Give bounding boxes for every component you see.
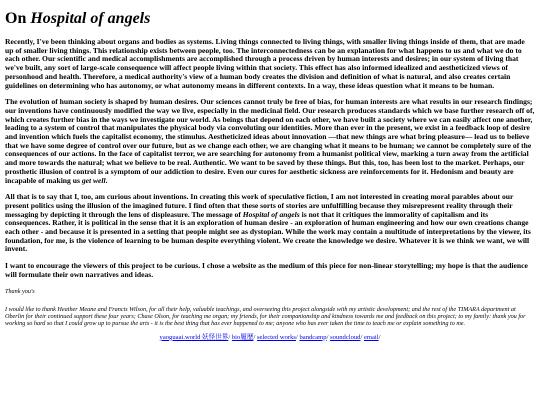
paragraph-3-after: is not that it critiques the immorality of capitalism and its consequences. Rather, it is political in the sense that it is an exploration of human desire - an exploration of human engineering and how our own creations change each other - and because it is presented in a setting that people might see as dystopian. While the work may contain a multitude of interpretations by the viewer, its foundation, for me, is the violence of learning to be human despite everything violent. We create the knowledge we desire. Whatever it is we think we want, we will invent. <box>5 209 531 254</box>
paragraph-1 <box>5 38 535 90</box>
footer-link-selected-works[interactable]: selected works <box>256 333 296 341</box>
footer-link-bandcamp[interactable]: bandcamp <box>299 333 327 341</box>
footer-link-email[interactable]: email <box>363 333 379 341</box>
paragraph-2-emphasis: get well <box>81 175 106 185</box>
paragraph-3-text: All that is to say that I, too, am curious about inventions. In creating this work of speculative fiction, I am not interested in creating moral parables about our present politics using the illusion of the imagined future. I find often that these sorts of stories are unfulfilling because they misrepresent reality through their messaging by depicting it through the lens of displeasure. The message of <box>5 192 514 219</box>
footer-separator: / <box>228 333 232 341</box>
paragraph-2-text: The evolution of human society is shaped by human desires. Our sciences cannot truly be free of bias, for human interests are what results in our research findings; our inventions have continuously modified the way we live, especially in the medicinal field. Our research produces standards which we base further research off of, which creates further bias in the ways we investigate our world. As beings that depend on each other, we have built a society where we can easily affect one another, leading to a system of control that manipulates the physical body via convoluting our identities. More than ever in the present, we exist in a feedback loop of desire and invention which fuels the capitalist economy, the stimulus. Aestheticized ideas about innovation —that new things are what bring pleasure— lead us to believe that we have some degree of control over our future, but as we change each other, we are changing what it means to be human; we cannot be completely sure of the consequences of our actions. In the face of capitalist terror, we are searching for autonomy from a humanist political view, marking a turn away from the artificial and more towards the natural; what we believe to be real. Authentic. We want to be saved by these things. But this, too, has been lost to the market. Perhaps, our prosthetic illusion of control is a symptom of our addiction to desire. Even our cures for aesthetic sickness are reinforcements for it. Hedonism and beauty are incapable of making us <box>5 97 535 185</box>
title-prefix: On <box>5 10 31 27</box>
paragraph-3-emphasis: Hospital of angels <box>242 209 300 219</box>
footer-separator: / <box>326 333 331 341</box>
title-emphasis: Hospital of angels <box>30 10 151 27</box>
footer-links <box>5 333 535 342</box>
acknowledgement-text: I would like to thank Heather Meane and Francis Wilson, for all their help, valuable teachings, and overseeing this project alongside with my artistic development; and the rest of the TIMARA department at Oberlin for their continued support these four years; Chase Olson, for teaching me organ; my friends, for their companionship and kindness towards me and feedback on this project; to my family: thank you for working so hard so that I could grow up to pursue the arts - it is the best thing that has ever happened to me; anyone who has ever taken the time to teach me or explain something to me. <box>5 305 526 328</box>
paragraph-2 <box>5 98 535 185</box>
footer-separator: / <box>253 333 257 341</box>
footer-link-home[interactable]: yaoguaai.world 妖怪世界 <box>159 333 229 341</box>
paragraph-4-text: I want to encourage the viewers of this project to be curious. I chose a website as the medium of this piece for non-linear storytelling; my hope is that the audience will formulate their own narratives and ideas. <box>5 261 528 279</box>
paragraph-1-text: Recently, I've been thinking about organs and bodies as systems. Living things connected to living things, with smaller living things inside of them, that are made up of smaller living things. This relationship exists between people, too. The interconnectedness can be an explanation for what happens to us and what we do to each other. Our scientific and medical accomplishments are accomplished through a process driven by human interests and desires; in our system of living that we've built, any sort of large-scale consequence will affect people living within that society. This effect has also informed idealized and aestheticized views of personhood and health. Therefore, a medical authority's view of a human body creates the division and definition of what is natural, and also creates certain guidelines on determining who has autonomy, or what autonomy means in different contexts. In a way, these ideas question what it means to be human. <box>5 37 525 90</box>
footer-separator: / <box>378 333 381 341</box>
page-title <box>5 9 535 29</box>
footer-separator: / <box>295 333 300 341</box>
footer-link-bio[interactable]: bio履歷 <box>231 333 254 341</box>
thanks-heading: Thank you's <box>5 287 35 295</box>
paragraph-4 <box>5 262 535 279</box>
paragraph-2-after: . <box>105 175 108 185</box>
footer-link-soundcloud[interactable]: soundcloud <box>330 333 361 341</box>
footer-separator: / <box>360 333 364 341</box>
paragraph-3 <box>5 193 535 254</box>
